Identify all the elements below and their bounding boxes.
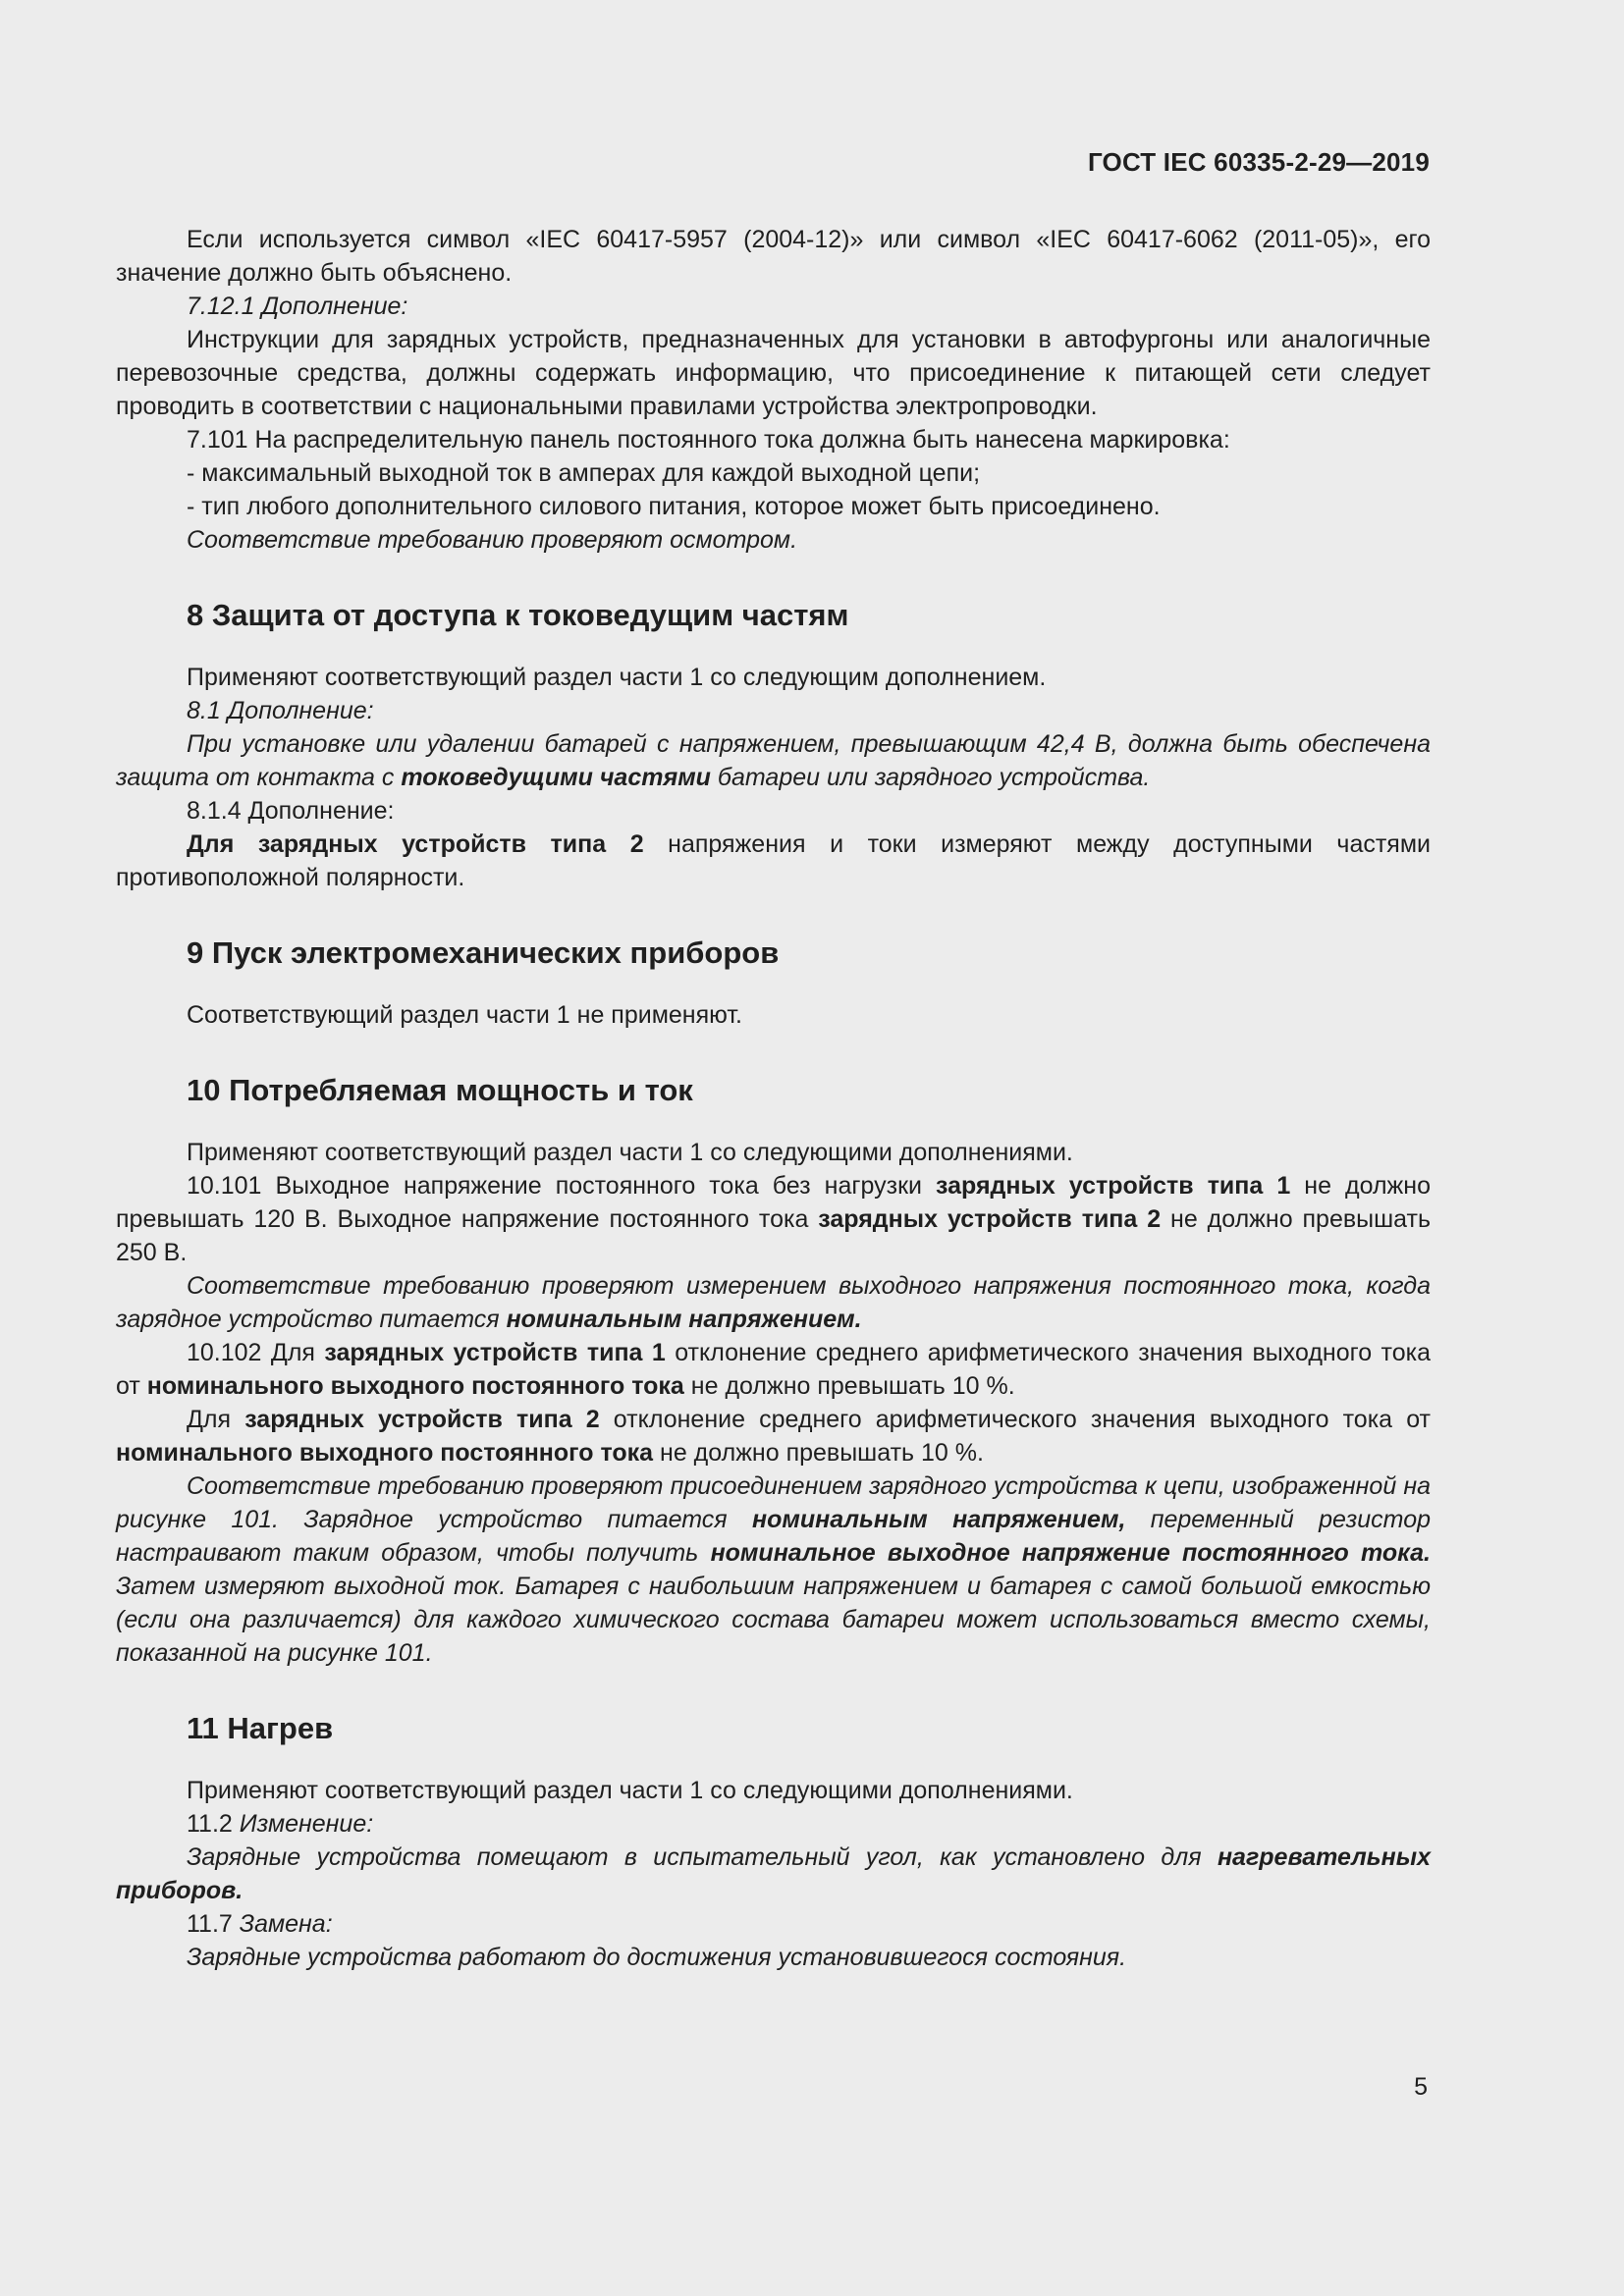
compliance-note: [116, 1469, 1431, 1670]
clause-heading: [116, 1807, 1431, 1841]
text-run: 10.102 Для: [187, 1339, 325, 1366]
defined-term: номинального выходного постоянного тока: [116, 1439, 654, 1467]
paragraph: 7.101 На распределительную панель постоянного тока должна быть нанесена маркировка:: [187, 426, 1230, 454]
paragraph: Применяют соответствующий раздел части 1 со следующим дополнением.: [187, 664, 1047, 691]
clause-label: Изменение:: [239, 1810, 374, 1838]
list-item: - максимальный выходной ток в амперах для каждой выходной цепи;: [187, 459, 981, 487]
text-run: Соответствие требованию проверяют присоединением зарядного устройства к цепи, изображенной на рисунке 101. Зарядное устройство питается: [116, 1472, 1431, 1533]
text-run: не должно превышать 250 В.: [116, 1205, 1431, 1266]
clause-heading: [116, 1907, 1431, 1941]
defined-term: зарядных устройств типа 1: [936, 1172, 1291, 1200]
section-9-title: 9 Пуск электромеханических приборов: [187, 935, 780, 970]
defined-term: зарядных устройств типа 2: [818, 1205, 1162, 1233]
text-run: Затем измеряют выходной ток. Батарея с наибольшим напряжением и батарея с самой большой емкостью (если она различается) для каждого химического состава батареи может использоваться вместо схемы, показанной на рисунке 101.: [116, 1573, 1431, 1667]
paragraph: [116, 1403, 1431, 1469]
text-run: батареи или зарядного устройства.: [710, 764, 1151, 791]
paragraph: [116, 1169, 1431, 1269]
compliance-note: [116, 1269, 1431, 1336]
clause-number: 11.2: [187, 1810, 240, 1838]
page-number: 5: [1414, 2073, 1428, 2101]
text-run: не должно превышать 10 %.: [653, 1439, 984, 1467]
clause-heading: 8.1.4 Дополнение:: [187, 797, 395, 825]
text-run: Для: [187, 1406, 245, 1433]
list-item: - тип любого дополнительного силового питания, которое может быть присоединено.: [187, 493, 1161, 520]
section-10-title: 10 Потребляемая мощность и ток: [187, 1073, 693, 1107]
text-run: Зарядные устройства помещают в испытательный угол, как установлено для: [187, 1843, 1218, 1871]
text-run: Соответствие требованию проверяют измерением выходного напряжения постоянного тока, когда зарядное устройство питается: [116, 1272, 1431, 1333]
defined-term: Для зарядных устройств типа 2: [187, 830, 644, 858]
paragraph: [116, 1841, 1431, 1907]
defined-term: зарядных устройств типа 1: [324, 1339, 666, 1366]
clause-heading: 8.1 Дополнение:: [187, 697, 374, 724]
defined-term: нагревательных приборов.: [116, 1843, 1431, 1904]
paragraph: [116, 727, 1431, 794]
defined-term: номинальным напряжением,: [752, 1506, 1126, 1533]
defined-term: номинального выходного постоянного тока: [146, 1372, 684, 1400]
text-run: 10.101 Выходное напряжение постоянного тока без нагрузки: [187, 1172, 937, 1200]
text-run: не должно превышать 120 В. Выходное напряжение постоянного тока: [116, 1172, 1431, 1233]
text-run: переменный резистор настраивают таким образом, чтобы получить: [116, 1506, 1432, 1567]
defined-term: номинальное выходное напряжение постоянного тока.: [710, 1539, 1431, 1567]
text-run: При установке или удалении батарей с напряжением, превышающим 42,4 В, должна быть обеспечена защита от контакта с: [116, 730, 1431, 791]
clause-heading: 7.12.1 Дополнение:: [187, 293, 408, 320]
paragraph: Инструкции для зарядных устройств, предназначенных для установки в автофургоны или аналогичные перевозочные средства, должны содержать информацию, что присоединение к питающей сети следует проводить в соответствии с национальными правилами устройства электропроводки.: [116, 326, 1431, 420]
paragraph: [116, 828, 1431, 894]
text-run: отклонение среднего арифметического значения выходного тока от: [599, 1406, 1432, 1433]
paragraph: Зарядные устройства работают до достижения установившегося состояния.: [187, 1944, 1127, 1971]
defined-term: токоведущими частями: [401, 764, 711, 791]
section-8-title: 8 Защита от доступа к токоведущим частям: [187, 598, 849, 632]
defined-term: номинальным напряжением.: [506, 1306, 862, 1333]
compliance-note: Соответствие требованию проверяют осмотром.: [187, 526, 798, 554]
paragraph: Применяют соответствующий раздел части 1 со следующими дополнениями.: [187, 1139, 1073, 1166]
paragraph: Соответствующий раздел части 1 не применяют.: [187, 1001, 742, 1029]
text-run: напряжения и токи измеряют между доступными частями противоположной полярности.: [116, 830, 1431, 891]
paragraph: [116, 1336, 1431, 1403]
clause-number: 11.7: [187, 1910, 240, 1938]
text-run: отклонение среднего арифметического значения выходного тока от: [116, 1339, 1431, 1400]
document-code-header: ГОСТ IEC 60335-2-29—2019: [1087, 147, 1430, 177]
document-body: [116, 223, 1431, 1974]
defined-term: зарядных устройств типа 2: [244, 1406, 600, 1433]
paragraph: Если используется символ «IEC 60417-5957 (2004-12)» или символ «IEC 60417-6062 (2011-05)», его значение должно быть объяснено.: [116, 226, 1431, 287]
clause-label: Замена:: [239, 1910, 333, 1938]
text-run: не должно превышать 10 %.: [683, 1372, 1015, 1400]
section-11-title: 11 Нагрев: [187, 1711, 334, 1745]
paragraph: Применяют соответствующий раздел части 1 со следующими дополнениями.: [187, 1777, 1073, 1804]
